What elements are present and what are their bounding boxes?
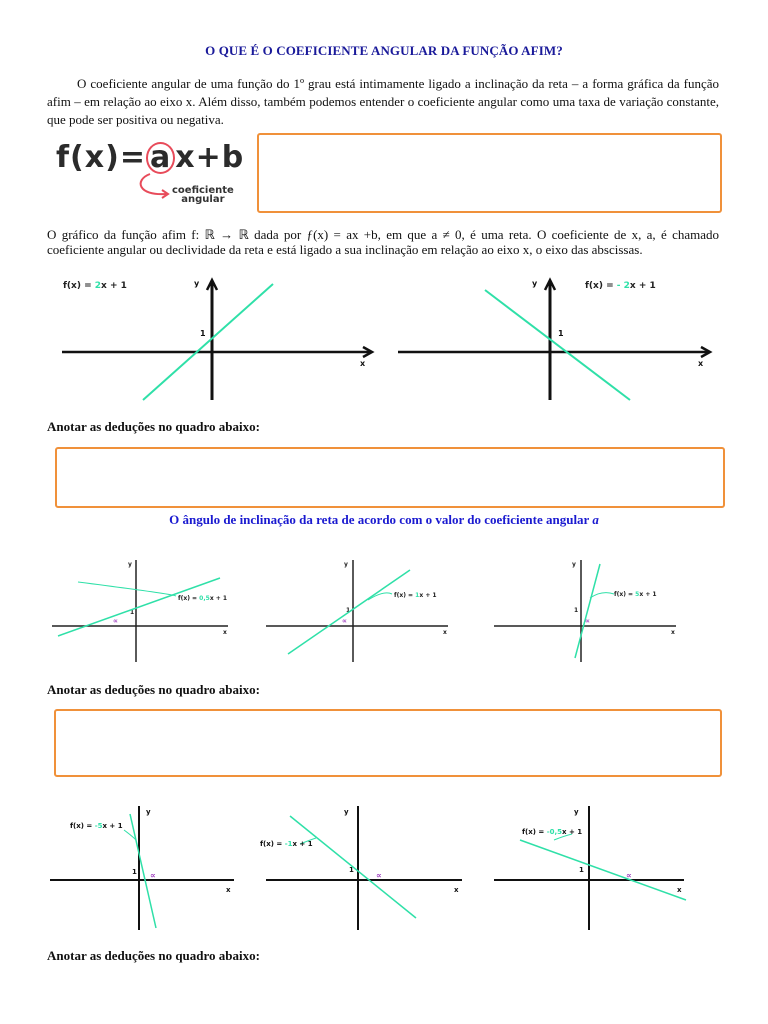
svg-text:∝: ∝: [376, 871, 382, 880]
svg-text:∝: ∝: [150, 871, 156, 880]
graph-slope-neg-1: [260, 806, 462, 930]
graph-slope-2: [62, 279, 372, 400]
annotate-label-1: Anotar as deduções no quadro abaixo:: [47, 419, 260, 434]
answer-box-2[interactable]: [55, 447, 725, 508]
svg-text:y: y: [344, 808, 349, 816]
svg-text:f(x) = 0,5x + 1: f(x) = 0,5x + 1: [178, 595, 228, 602]
annotate-label-2: Anotar as deduções no quadro abaixo:: [47, 682, 260, 697]
formula-caption: [172, 186, 234, 204]
caption-line-1: coeficiente: [172, 185, 234, 196]
answer-box-1[interactable]: [257, 133, 722, 213]
svg-text:∝: ∝: [342, 617, 347, 625]
svg-text:f(x) = -0,5x + 1: f(x) = -0,5x + 1: [522, 828, 583, 836]
formula-text: [56, 140, 244, 175]
svg-text:1: 1: [579, 866, 584, 874]
svg-text:y: y: [128, 561, 132, 568]
svg-text:x: x: [677, 886, 682, 894]
function-line: [485, 290, 630, 400]
function-line: [575, 564, 600, 658]
svg-text:1: 1: [130, 609, 135, 616]
svg-text:∝: ∝: [113, 617, 118, 625]
svg-text:x: x: [226, 886, 231, 894]
formula-rhs: x+b: [175, 140, 245, 175]
svg-text:x: x: [698, 359, 704, 368]
subtitle-text: O ângulo de inclinação da reta de acordo com o valor do coeficiente angular: [169, 512, 593, 527]
function-line: [143, 284, 273, 400]
svg-text:y: y: [532, 279, 538, 288]
svg-text:y: y: [146, 808, 151, 816]
svg-text:1: 1: [349, 866, 354, 874]
answer-box-3[interactable]: [54, 709, 722, 777]
formula-figure: [56, 140, 256, 206]
graph-slope-1: [266, 560, 448, 662]
definition-paragraph: O gráfico da função afim f: ℝ → ℝ dada por ƒ(x) = ax +b, em que a ≠ 0, é uma reta. O coeficiente de x, a, é chamado coeficiente angular ou declividade da reta e está ligado a sua inclinação em relação ao eixo x, o eixo das abscissas.: [47, 227, 719, 257]
svg-text:∝: ∝: [626, 871, 632, 880]
svg-text:y: y: [572, 561, 576, 568]
svg-text:x: x: [223, 629, 227, 636]
function-line: [290, 816, 416, 918]
svg-text:y: y: [344, 561, 348, 568]
svg-text:1: 1: [132, 868, 137, 876]
intro-paragraph: O coeficiente angular de uma função do 1º grau está intimamente ligado a inclinação da reta – a forma gráfica da função afim – em relação ao eixo x. Além disso, também podemos entender o coeficiente angular como uma taxa de variação constante, que pode ser positiva ou negativa.: [47, 76, 719, 127]
svg-text:f(x) = - 2x + 1: f(x) = - 2x + 1: [585, 281, 656, 291]
svg-text:1: 1: [558, 329, 564, 338]
annotate-label-3: Anotar as deduções no quadro abaixo:: [47, 948, 260, 963]
positive-slope-graphs: [48, 550, 688, 668]
svg-text:1: 1: [574, 607, 579, 614]
formula-a: a: [146, 142, 175, 174]
graph-slope-neg-5: [50, 806, 234, 930]
function-line: [288, 570, 410, 654]
function-line: [58, 578, 220, 636]
function-line: [520, 840, 686, 900]
graph-slope-0-5: [52, 560, 228, 662]
svg-text:y: y: [574, 808, 579, 816]
svg-text:f(x) = -1x + 1: f(x) = -1x + 1: [260, 840, 313, 848]
section-subtitle: [0, 512, 768, 528]
formula-lhs: f(x)=: [56, 140, 146, 175]
top-graphs: [55, 272, 720, 404]
svg-text:x: x: [360, 359, 366, 368]
svg-text:f(x) = 1x + 1: f(x) = 1x + 1: [394, 592, 437, 599]
svg-text:x: x: [671, 629, 675, 636]
graph-slope-neg-0-5: [494, 806, 686, 930]
svg-text:x: x: [443, 629, 447, 636]
svg-text:x: x: [454, 886, 459, 894]
svg-text:f(x) = 5x + 1: f(x) = 5x + 1: [614, 591, 657, 598]
graph-slope-5: [494, 560, 676, 662]
svg-text:∝: ∝: [585, 617, 590, 625]
caption-line-2: angular: [181, 194, 225, 205]
curved-arrow-icon: [132, 172, 172, 202]
svg-text:f(x) = -5x + 1: f(x) = -5x + 1: [70, 822, 123, 830]
graph-slope-neg-2: [398, 279, 710, 400]
subtitle-var: a: [592, 512, 599, 527]
svg-text:1: 1: [346, 607, 351, 614]
negative-slope-graphs: [44, 800, 694, 940]
svg-text:1: 1: [200, 329, 206, 338]
page-title: O QUE É O COEFICIENTE ANGULAR DA FUNÇÃO AFIM?: [205, 43, 563, 58]
svg-text:f(x) = 2x + 1: f(x) = 2x + 1: [63, 281, 127, 291]
svg-text:y: y: [194, 279, 200, 288]
